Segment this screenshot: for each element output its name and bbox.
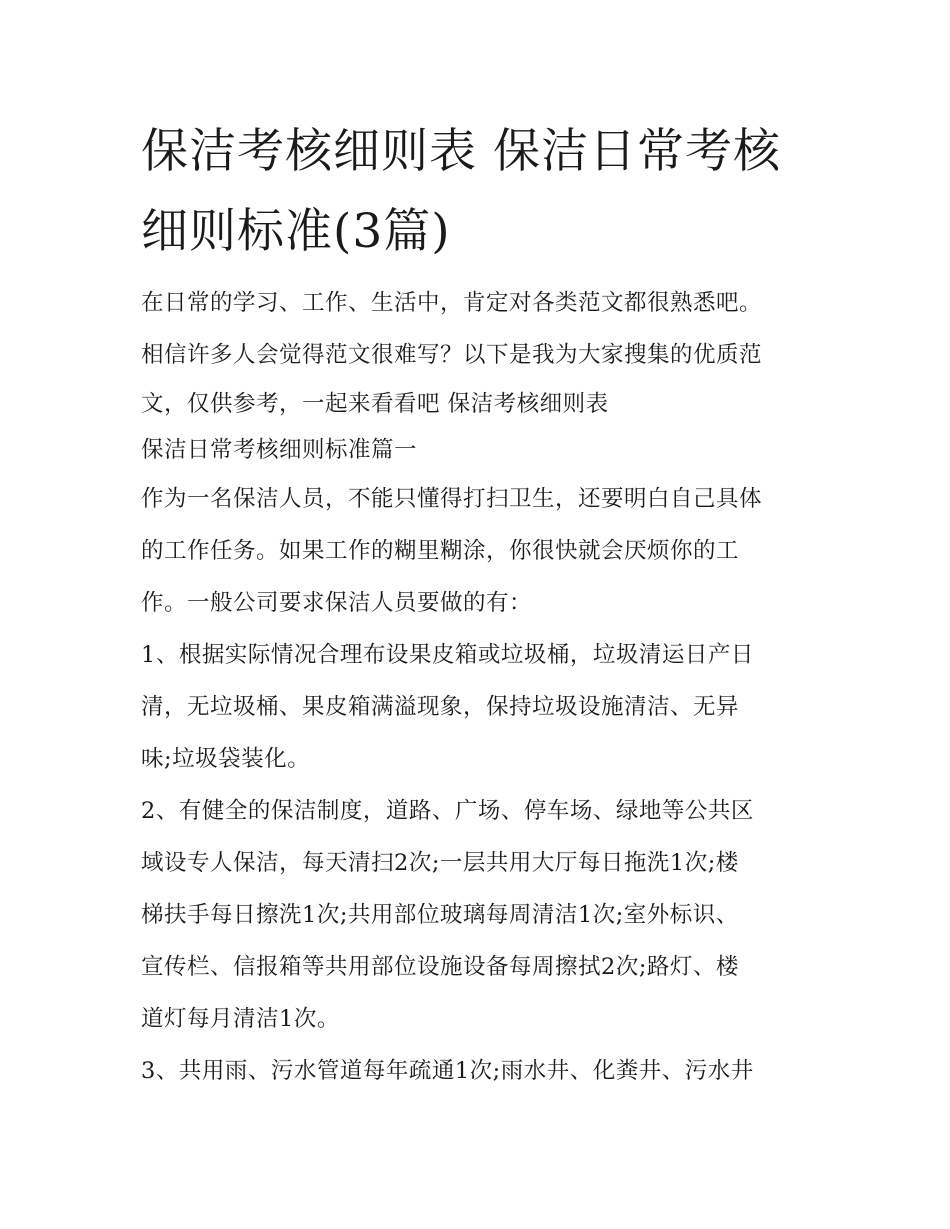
document-title — [141, 112, 821, 272]
body-line: 文，仅供参考，一起来看看吧 保洁考核细则表 — [141, 391, 609, 417]
body-line: 的工作任务。如果工作的糊里糊涂，你很快就会厌烦你的工 — [141, 538, 740, 564]
body-line: 3、共用雨、污水管道每年疏通1次;雨水井、化粪井、污水井 — [141, 1058, 754, 1084]
document-body — [141, 277, 821, 1097]
body-line: 宣传栏、信报箱等共用部位设施设备每周擦拭2次;路灯、楼 — [141, 954, 739, 980]
title-line: 细则标准(3篇) — [141, 204, 451, 259]
body-line: 道灯每月清洁1次。 — [141, 1006, 340, 1032]
body-line: 作为一名保洁人员，不能只懂得打扫卫生，还要明白自己具体 — [141, 486, 763, 512]
body-line: 2、有健全的保洁制度，道路、广场、停车场、绿地等公共区 — [141, 798, 754, 824]
body-line: 相信许多人会觉得范文很难写？以下是我为大家搜集的优质范 — [141, 342, 763, 368]
body-line: 1、根据实际情况合理布设果皮箱或垃圾桶，垃圾清运日产日 — [141, 642, 754, 668]
body-line: 梯扶手每日擦洗1次;共用部位玻璃每周清洁1次;室外标识、 — [141, 902, 739, 928]
title-line: 保洁考核细则表 保洁日常考核 — [141, 124, 781, 179]
body-line: 在日常的学习、工作、生活中，肯定对各类范文都很熟悉吧。 — [141, 290, 763, 316]
body-line: 域设专人保洁，每天清扫2次;一层共用大厅每日拖洗1次;楼 — [141, 850, 739, 876]
body-line: 清，无垃圾桶、果皮箱满溢现象，保持垃圾设施清洁、无异 — [141, 694, 740, 720]
body-line: 作。一般公司要求保洁人员要做的有： — [141, 590, 533, 616]
body-line: 味;垃圾袋装化。 — [141, 746, 311, 772]
section-heading: 保洁日常考核细则标准篇一 — [141, 437, 418, 463]
